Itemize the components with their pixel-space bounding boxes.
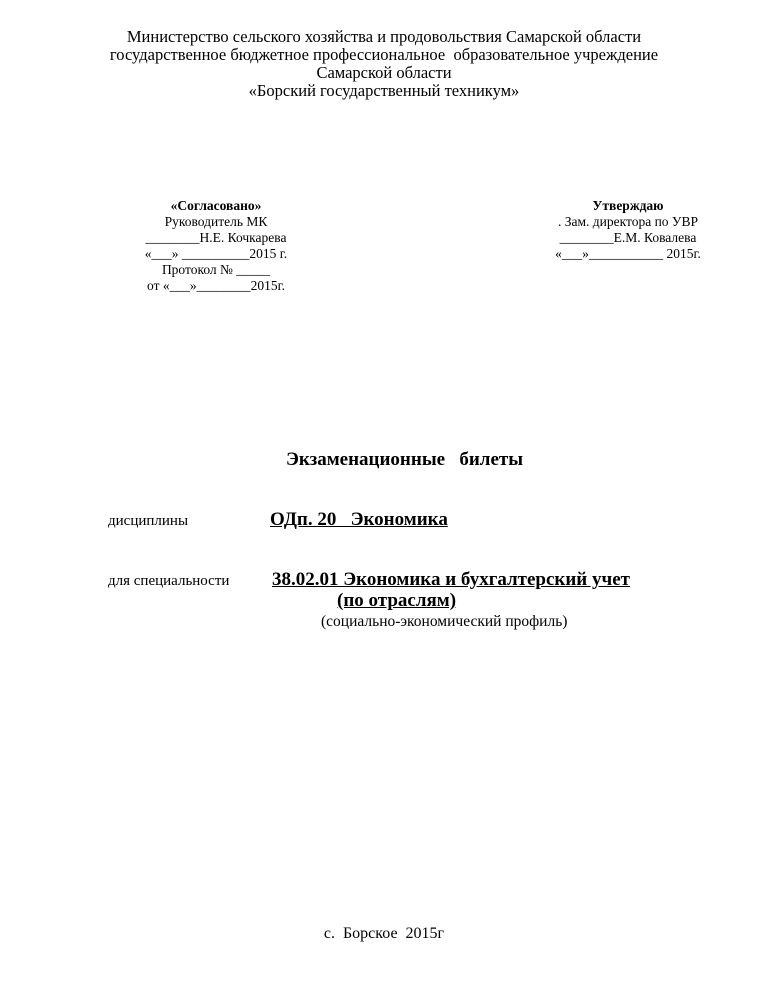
specialty-profile: (социально-экономический профиль) [321,613,568,630]
document-title: Экзаменационные билеты [286,449,524,470]
agreed-block [118,198,314,294]
region-line: Самарской области [316,63,452,82]
agreed-protocol: Протокол № _____ [161,262,271,277]
specialty-label: для специальности [108,573,230,589]
institution-name-line: «Борский государственный техникум» [248,81,520,100]
discipline-value: ОДп. 20 Экономика [270,509,448,530]
ministry-line: Министерство сельского хозяйства и продовольствия Самарской области [126,27,642,46]
agreed-title: «Согласовано» [170,198,262,213]
institution-type-line: государственное бюджетное профессиональное образовательное учреждение [109,45,659,64]
agreed-protocol-date: от «___»________2015г. [147,278,285,293]
discipline-label: дисциплины [108,513,189,529]
specialty-value-line2: (по отраслям) [337,590,457,611]
approved-role: . Зам. директора по УВР [557,214,699,229]
agreed-signature: ________Н.Е. Кочкарева [145,230,287,245]
approved-date: «___»___________ 2015г. [555,246,701,261]
approved-block [528,198,728,262]
approved-signature: ________Е.М. Ковалева [559,230,697,245]
agreed-role: Руководитель МК [164,214,268,229]
approved-title: Утверждаю [592,198,664,213]
specialty-value-line1: 38.02.01 Экономика и бухгалтерский учет [272,569,630,590]
agreed-date: «___» __________2015 г. [144,246,288,261]
place-year: с. Борское 2015г [323,925,445,942]
